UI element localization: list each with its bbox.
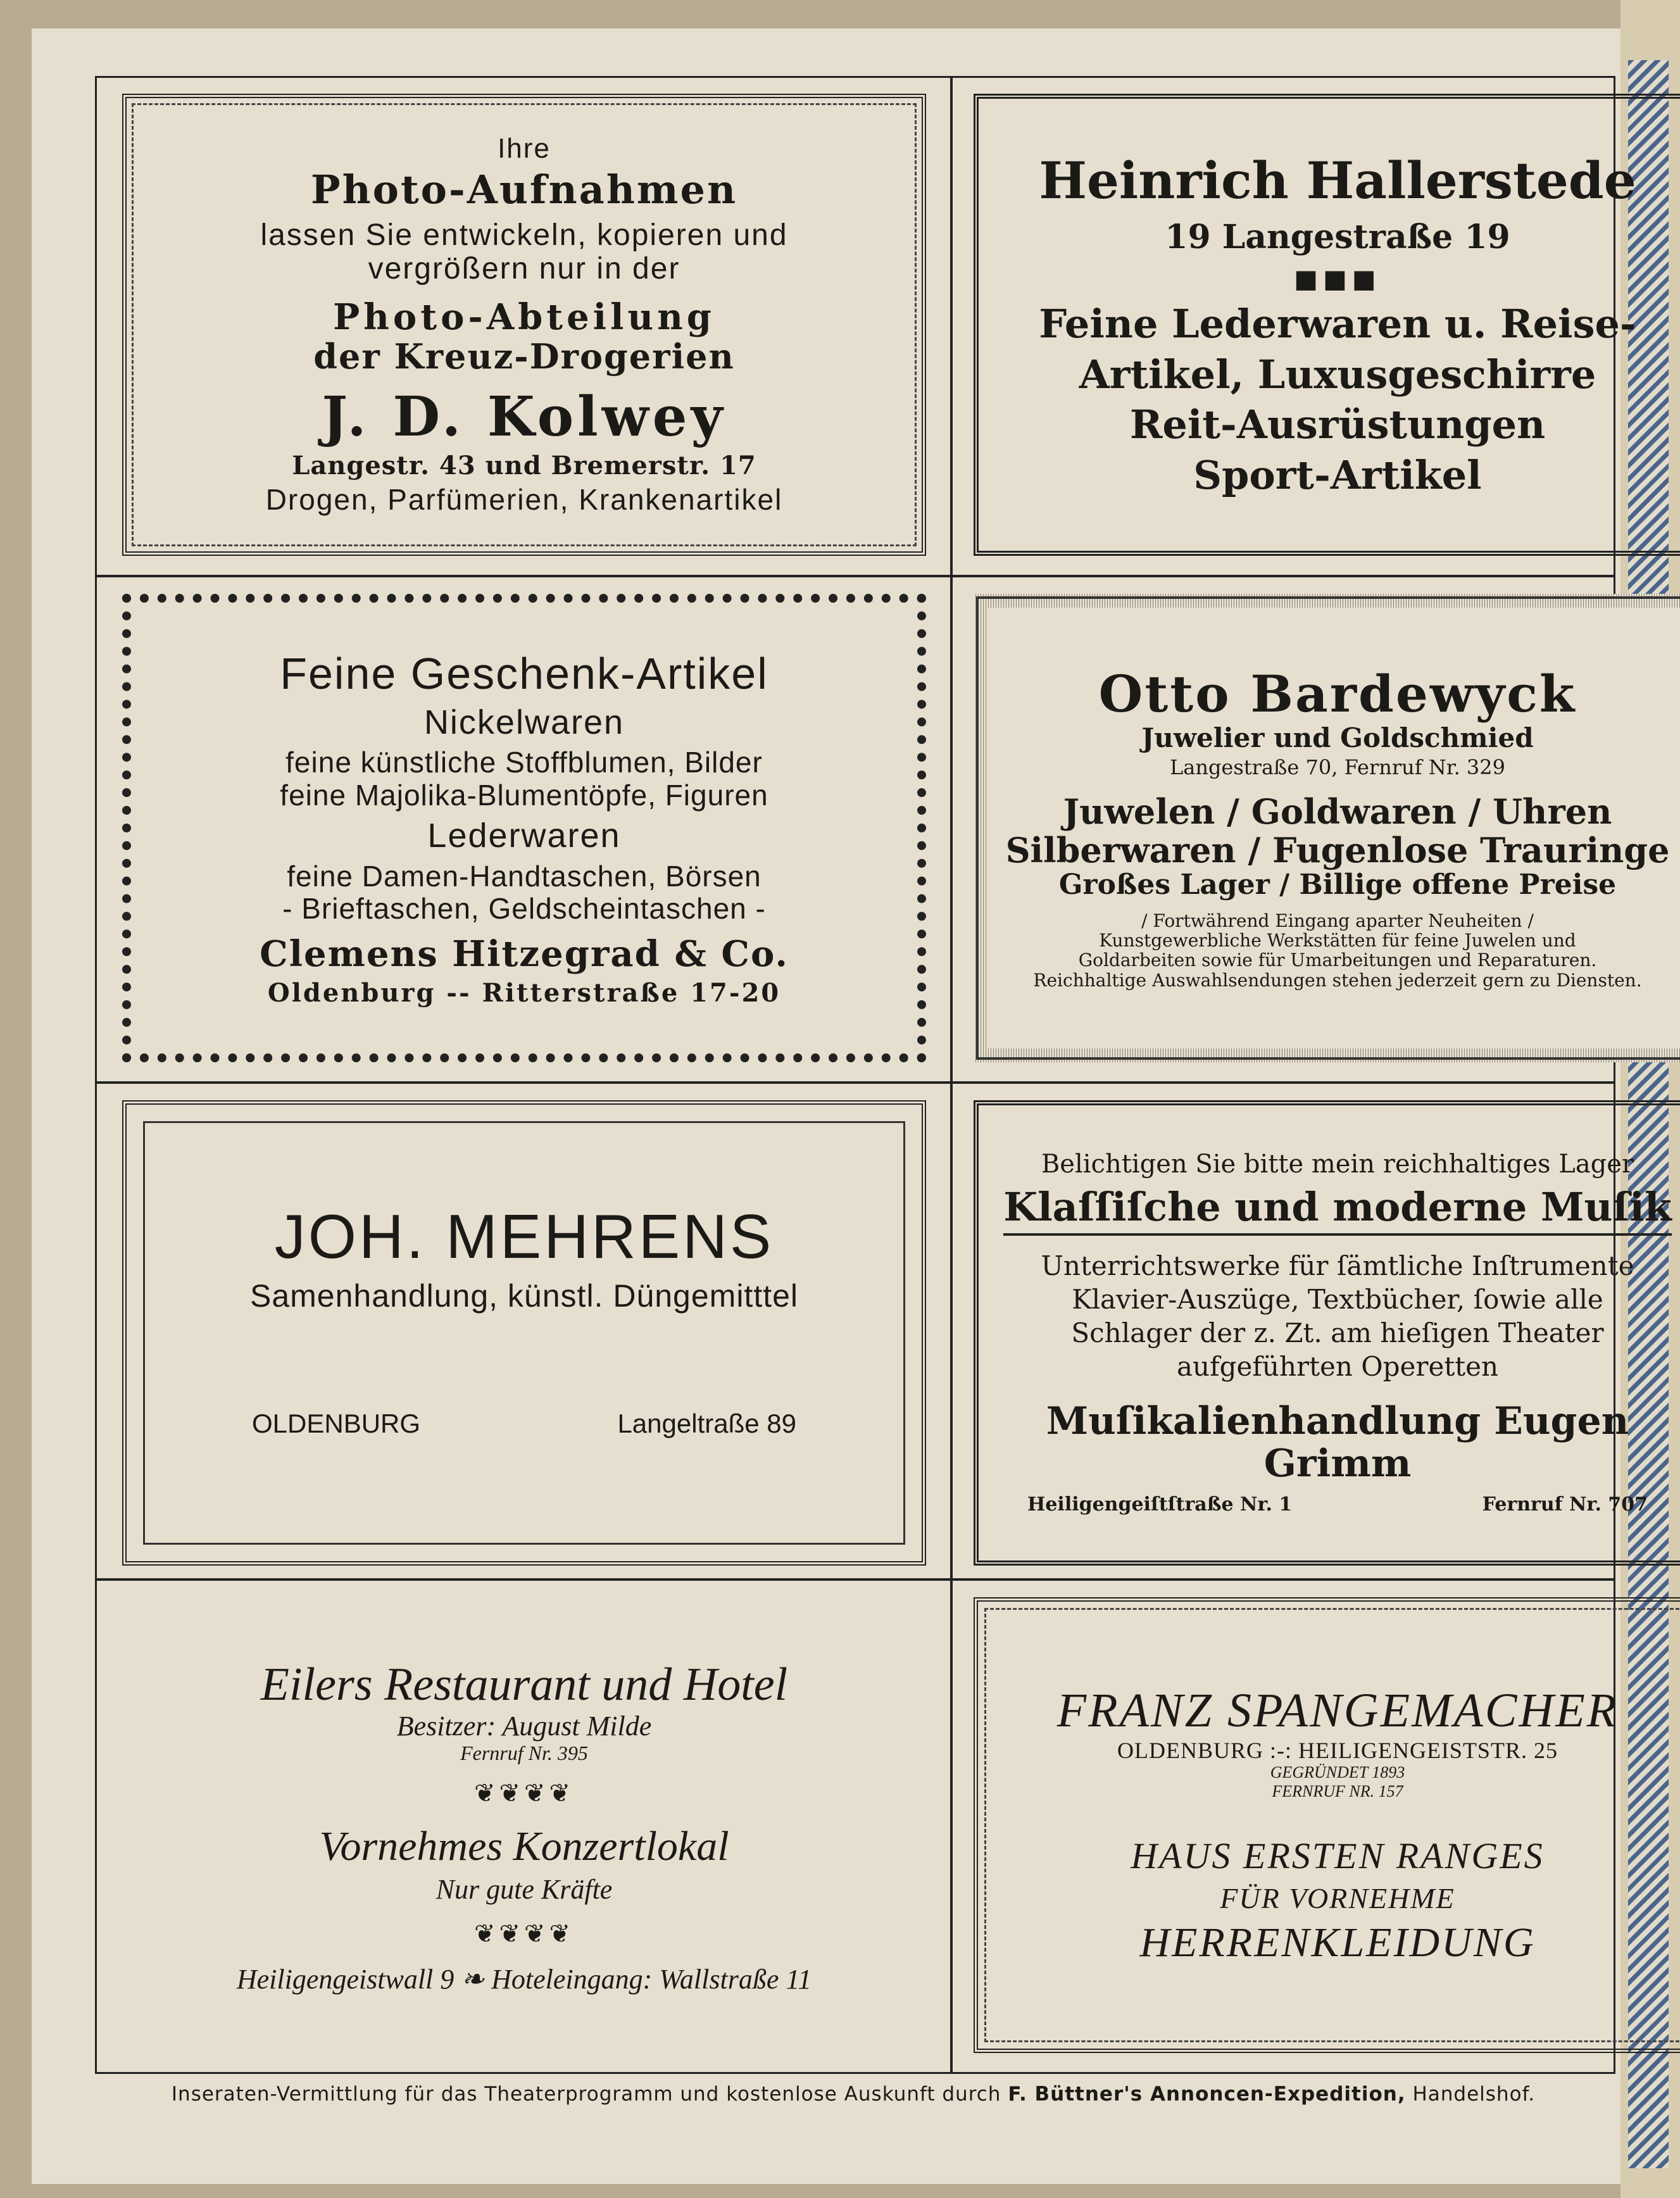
ad-eilers-ornament-2: ❦❦❦❦ bbox=[473, 1919, 575, 1949]
page-footer bbox=[95, 2083, 1612, 2106]
center-divider bbox=[950, 78, 953, 2072]
ad-hitzegrad-line6: feine Damen-Handtaschen, Börsen bbox=[287, 859, 762, 893]
ad-spangemacher-phone: FERNRUF NR. 157 bbox=[1272, 1781, 1403, 1800]
ad-eilers-line5: Nur gute Kräfte bbox=[436, 1874, 613, 1906]
ad-spangemacher-founded: GEGRÜNDET 1893 bbox=[1270, 1763, 1405, 1782]
ad-hallerstede-line3: Reit-Ausrüstungen bbox=[1129, 401, 1546, 448]
ad-hallerstede-line1: Feine Lederwaren u. Reise- bbox=[1039, 301, 1636, 348]
ad-hitzegrad-name: Clemens Hitzegrad & Co. bbox=[260, 933, 789, 975]
ad-hitzegrad-line7: - Brieftaschen, Geldscheintaschen - bbox=[282, 892, 766, 926]
ad-grimm bbox=[974, 1100, 1680, 1566]
ad-mehrens-street: Langeltraße 89 bbox=[617, 1408, 796, 1438]
ad-mehrens-name: JOH. MEHRENS bbox=[274, 1202, 774, 1272]
ad-spangemacher-line1: HAUS ERSTEN RANGES bbox=[1131, 1835, 1545, 1876]
ad-hitzegrad-line5: Lederwaren bbox=[427, 817, 621, 855]
ad-mehrens-subtitle: Samenhandlung, künstl. Düngemitttel bbox=[249, 1278, 799, 1314]
ad-hitzegrad-line1: Feine Geschenk-Artikel bbox=[280, 648, 768, 698]
ad-hallerstede-address: 19 Langestraße 19 bbox=[1165, 218, 1510, 257]
ad-eilers-owner: Besitzer: August Milde bbox=[396, 1711, 652, 1742]
ad-eilers-phone: Fernruf Nr. 395 bbox=[460, 1741, 588, 1764]
ad-bardewyck-line7: Reichhaltige Auswahlsendungen stehen jederzeit gern zu Diensten. bbox=[1033, 969, 1642, 991]
ad-grimm-line3: Unterrichtswerke für ſämtliche Inſtrumente bbox=[1041, 1250, 1634, 1281]
ad-kolwey-headline: Photo-Aufnahmen bbox=[310, 166, 738, 213]
ad-kolwey-department: Photo-Abteilung bbox=[333, 296, 715, 339]
ad-eilers-concert: Vornehmes Konzertlokal bbox=[319, 1823, 729, 1870]
ad-spangemacher-address: OLDENBURG :-: HEILIGENGEISTSTR. 25 bbox=[1117, 1738, 1558, 1764]
ad-hallerstede-line4: Sport-Artikel bbox=[1193, 451, 1482, 498]
ad-bardewyck-line3: Großes Lager / Billige offene Preise bbox=[1058, 869, 1617, 901]
ad-kolwey-products: Drogen, Parfümerien, Krankenartikel bbox=[265, 483, 783, 517]
ad-grimm-line1: Belichtigen Sie bitte mein reichhaltiges Lager bbox=[1041, 1150, 1634, 1179]
ad-hitzegrad-line2: Nickelwaren bbox=[423, 703, 625, 741]
ad-hallerstede-name: Heinrich Hallerstede bbox=[1039, 150, 1636, 210]
ad-kolwey-line1: Ihre bbox=[498, 132, 551, 164]
ad-bardewyck-subtitle: Juwelier und Goldschmied bbox=[1141, 722, 1534, 753]
ad-eilers-address: Heiligengeistwall 9 ❧ Hoteleingang: Wallstraße 11 bbox=[236, 1964, 812, 1995]
ad-bardewyck-line5: Kunstgewerbliche Werkstätten für feine Juwelen und bbox=[1099, 929, 1576, 951]
ad-eilers bbox=[122, 1594, 926, 2059]
ad-grimm-address: Heiligengeiſtſtraße Nr. 1 bbox=[1027, 1493, 1293, 1516]
ad-kolwey-drogerien: der Kreuz-Drogerien bbox=[313, 336, 735, 377]
ad-kolwey-address: Langestr. 43 und Bremerstr. 17 bbox=[292, 450, 756, 480]
ad-hitzegrad-address: Oldenburg -- Ritterstraße 17-20 bbox=[267, 977, 781, 1008]
ad-hitzegrad-line3: feine künstliche Stoffblumen, Bilder bbox=[285, 746, 763, 779]
ad-bardewyck-address: Langestraße 70, Fernruf Nr. 329 bbox=[1170, 755, 1505, 779]
ad-grimm-footer bbox=[1027, 1494, 1648, 1516]
ad-eilers-headline: Eilers Restaurant und Hotel bbox=[260, 1658, 788, 1711]
ad-spangemacher-line2: FÜR VORNEHME bbox=[1220, 1881, 1455, 1914]
footer-text-1: Inseraten-Vermittlung für das Theaterprogramm und kostenlose Auskunft durch bbox=[171, 2083, 1001, 2106]
row-divider bbox=[97, 575, 1614, 577]
ad-hitzegrad-line4: feine Majolika-Blumentöpfe, Figuren bbox=[280, 778, 768, 812]
ad-bardewyck bbox=[974, 594, 1680, 1062]
ad-kolwey-line3: lassen Sie entwickeln, kopieren und bbox=[260, 218, 788, 252]
advertisement-grid bbox=[95, 76, 1672, 2074]
ad-grimm-line4: Klavier-Auszüge, Textbücher, ſowie alle bbox=[1072, 1283, 1603, 1315]
ad-kolwey bbox=[122, 94, 926, 556]
ad-grimm-store: Muſikalienhandlung Eugen Grimm bbox=[1046, 1398, 1629, 1486]
ad-eilers-ornament-1: ❦❦❦❦ bbox=[473, 1779, 575, 1809]
ad-mehrens-city: OLDENBURG bbox=[252, 1408, 421, 1438]
ad-mehrens bbox=[122, 1100, 926, 1566]
ad-spangemacher bbox=[974, 1597, 1680, 2053]
ad-hallerstede-ornament: ■■■ bbox=[1294, 264, 1381, 294]
ad-bardewyck-line6: Goldarbeiten sowie für Umarbeitungen und Reparaturen. bbox=[1078, 950, 1597, 971]
ad-hallerstede bbox=[974, 94, 1680, 556]
ad-grimm-phone: Fernruf Nr. 707 bbox=[1482, 1493, 1648, 1516]
ad-grimm-line6: aufgeführten Operetten bbox=[1177, 1350, 1498, 1382]
ad-spangemacher-line3: HERRENKLEIDUNG bbox=[1139, 1919, 1536, 1966]
row-divider bbox=[97, 1081, 1614, 1084]
ad-bardewyck-line4: / Fortwährend Eingang aparter Neuheiten / bbox=[1141, 910, 1534, 931]
ad-mehrens-footer bbox=[252, 1409, 796, 1438]
ad-kolwey-line4: vergrößern nur in der bbox=[368, 252, 680, 286]
ad-kolwey-name: J. D. Kolwey bbox=[322, 385, 727, 449]
ad-grimm-headline: Klaſſiſche und moderne Muſik bbox=[1003, 1185, 1672, 1235]
ad-hitzegrad bbox=[122, 594, 926, 1062]
footer-agency: F. Büttner's Annoncen-Expedition, bbox=[1008, 2083, 1406, 2106]
ad-bardewyck-line1: Juwelen / Goldwaren / Uhren bbox=[1063, 791, 1612, 832]
ad-grimm-line5: Schlager der z. Zt. am hieſigen Theater bbox=[1071, 1317, 1604, 1348]
ad-bardewyck-line2: Silberwaren / Fugenlose Trauringe bbox=[1005, 829, 1670, 870]
ad-hallerstede-line2: Artikel, Luxusgeschirre bbox=[1079, 351, 1596, 398]
row-divider bbox=[97, 1578, 1614, 1581]
footer-text-3: Handelshof. bbox=[1412, 2083, 1536, 2106]
ad-spangemacher-name: FRANZ SPANGEMACHER bbox=[1056, 1683, 1619, 1737]
ad-bardewyck-name: Otto Bardewyck bbox=[1098, 663, 1577, 724]
